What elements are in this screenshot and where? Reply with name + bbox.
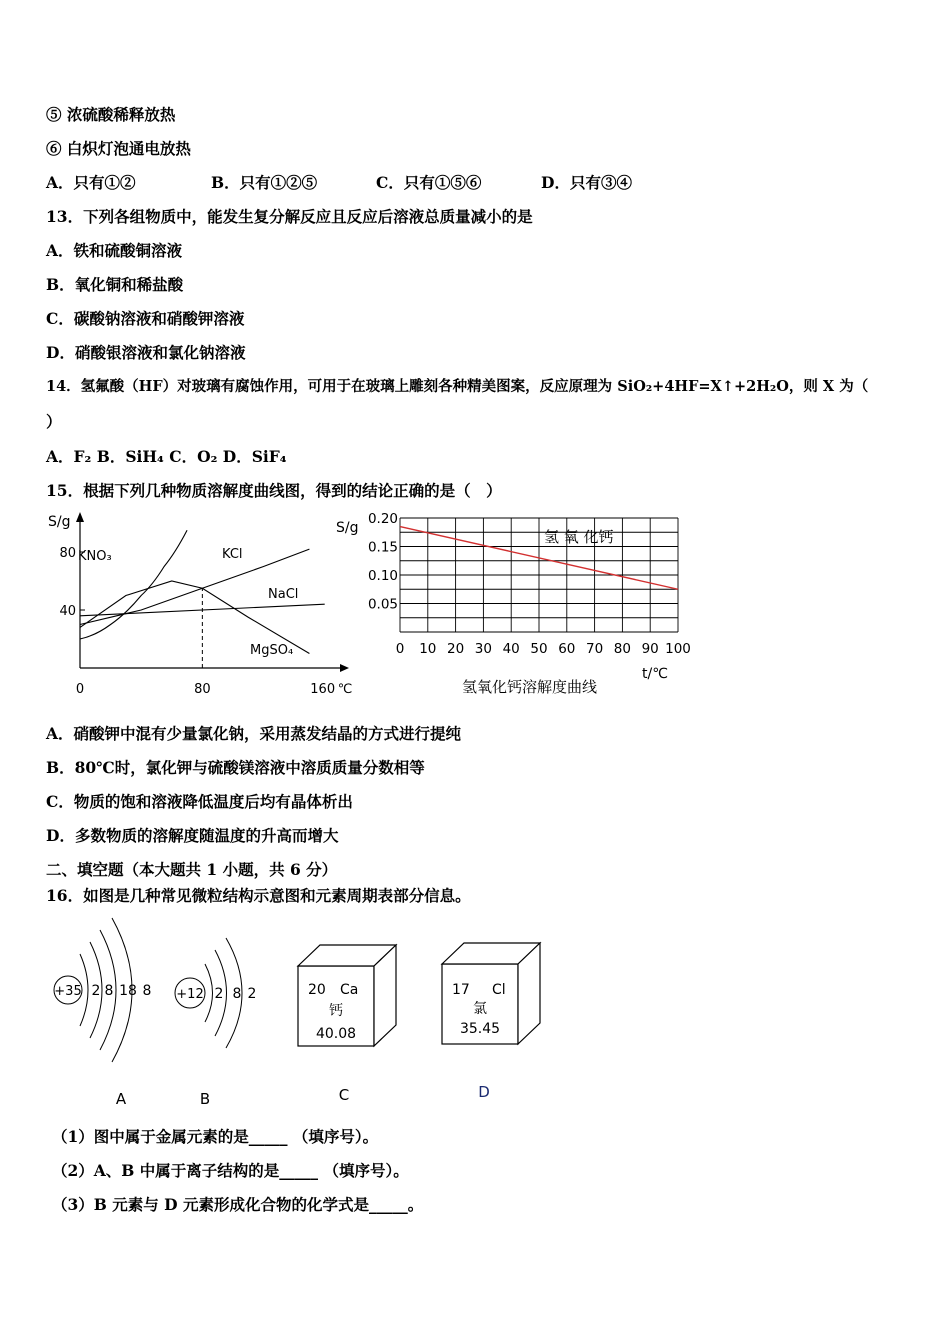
q13-option-d[interactable]: D．硝酸银溶液和氯化钠溶液 xyxy=(46,343,246,362)
element-d-symbol: Cl xyxy=(492,982,506,998)
c2-x-tick-label: 30 xyxy=(474,641,492,657)
c2-x-tick-label: 0 xyxy=(395,641,405,657)
q12-item5: ⑤ 浓硫酸稀释放热 xyxy=(46,105,176,124)
q13-option-b[interactable]: B．氧化铜和稀盐酸 xyxy=(46,275,184,294)
c1-series-1 xyxy=(80,530,187,639)
c2-x-tick-label: 40 xyxy=(502,641,520,657)
q15-option-d[interactable]: D．多数物质的溶解度随温度的升高而增大 xyxy=(46,826,339,845)
calcium-hydroxide-chart xyxy=(330,508,710,703)
c2-x-tick-label: 60 xyxy=(558,641,576,657)
q12-options xyxy=(46,171,632,193)
c1-series-3 xyxy=(80,604,325,616)
atom-a-shell-1: 2 xyxy=(91,983,101,999)
c2-x-tick-label: 80 xyxy=(613,641,631,657)
q14-stem-end: ） xyxy=(46,412,62,431)
q16-stem: 16．如图是几种常见微粒结构示意图和元素周期表部分信息。 xyxy=(46,886,471,905)
element-c-label: C xyxy=(338,1086,350,1104)
element-c-name: 钙 xyxy=(329,1003,343,1019)
atom-a-nucleus: +35 xyxy=(54,984,82,999)
q12-option-d[interactable]: D．只有③④ xyxy=(541,173,632,192)
atom-b-label: B xyxy=(199,1090,211,1108)
element-box-c xyxy=(298,945,396,1104)
q13-stem: 13．下列各组物质中，能发生复分解反应且反应后溶液总质量减小的是 xyxy=(46,207,533,226)
c1-x-tick-label: 80 xyxy=(194,682,211,697)
solubility-chart xyxy=(40,508,360,703)
c1-series-label: MgSO₄ xyxy=(250,643,294,658)
q12-option-b[interactable]: B．只有①②⑤ xyxy=(211,173,318,192)
element-c-number: 20 xyxy=(308,982,326,998)
atom-a xyxy=(54,918,151,1108)
atom-b-shell-3: 2 xyxy=(247,986,257,1002)
q15-option-a[interactable]: A．硝酸钾中混有少量氯化钠，采用蒸发结晶的方式进行提纯 xyxy=(46,724,462,743)
q14-options[interactable]: A．F₂ B．SiH₄ C．O₂ D．SiF₄ xyxy=(46,447,287,466)
c1-series-label: KCl xyxy=(222,547,243,562)
c2-x-tick-label: 90 xyxy=(641,641,659,657)
q16-sub3[interactable]: （3）B 元素与 D 元素形成化合物的化学式是_____。 xyxy=(52,1195,424,1214)
q15-option-b[interactable]: B．80℃时，氯化钾与硫酸镁溶液中溶质质量分数相等 xyxy=(46,758,425,777)
c1-x-tick-label: 0 xyxy=(75,682,85,697)
element-d-number: 17 xyxy=(452,982,470,998)
atom-b xyxy=(175,938,256,1108)
element-c-symbol: Ca xyxy=(340,982,359,998)
c2-caption: 氢氧化钙溶解度曲线 xyxy=(462,678,598,696)
atom-b-shell-1: 2 xyxy=(214,986,224,1002)
c2-xlabel: t/℃ xyxy=(642,666,668,682)
atom-b-shell-2: 8 xyxy=(232,986,242,1002)
c2-y-tick-label: 0.05 xyxy=(367,596,398,613)
c2-x-tick-label: 10 xyxy=(419,641,437,657)
q12-option-a[interactable]: A．只有①② xyxy=(46,173,136,192)
c1-y-tick-label: 40 xyxy=(59,604,76,619)
q15-stem: 15．根据下列几种物质溶解度曲线图，得到的结论正确的是（ ） xyxy=(46,481,502,500)
q13-option-a[interactable]: A．铁和硫酸铜溶液 xyxy=(46,241,183,260)
atom-b-nucleus: +12 xyxy=(176,987,204,1002)
element-d-name: 氯 xyxy=(473,1001,487,1017)
q13-option-c[interactable]: C．碳酸钠溶液和硝酸钾溶液 xyxy=(46,309,245,328)
c1-series-label: NaCl xyxy=(268,587,299,602)
element-d-mass: 35.45 xyxy=(459,1021,501,1037)
atom-a-shell-2: 8 xyxy=(104,983,114,999)
q12-item6: ⑥ 白炽灯泡通电放热 xyxy=(46,139,191,158)
q12-option-c[interactable]: C．只有①⑤⑥ xyxy=(376,173,482,192)
c1-series-label: KNO₃ xyxy=(78,549,112,564)
section-title: 二、填空题（本大题共 1 小题，共 6 分） xyxy=(46,860,338,879)
c2-y-tick-label: 0.10 xyxy=(367,568,398,584)
c2-x-tick-label: 20 xyxy=(447,641,465,657)
element-c-mass: 40.08 xyxy=(315,1026,357,1042)
c2-ylabel: S/g xyxy=(336,520,359,536)
atom-a-label: A xyxy=(115,1090,127,1108)
c2-y-tick-label: 0.15 xyxy=(367,539,398,556)
q15-option-c[interactable]: C．物质的饱和溶液降低温度后均有晶体析出 xyxy=(46,792,353,811)
c1-y-tick-label: 80 xyxy=(59,546,76,561)
c2-y-tick-label: 0.20 xyxy=(367,511,398,527)
particle-figure xyxy=(40,912,580,1112)
c1-x-tick-label: 160 xyxy=(310,682,336,697)
c2-x-tick-label: 70 xyxy=(586,641,604,657)
q16-sub1[interactable]: （1）图中属于金属元素的是_____ （填序号）。 xyxy=(52,1127,379,1146)
c2-grid xyxy=(400,518,678,632)
element-box-d xyxy=(442,943,540,1101)
c2-title: 氢 氧 化钙 xyxy=(544,528,614,546)
q14-stem: 14．氢氟酸（HF）对玻璃有腐蚀作用，可用于在玻璃上雕刻各种精美图案，反应原理为 SiO₂+4HF=X↑+2H₂O，则 X 为（ xyxy=(46,378,869,395)
q16-sub2[interactable]: （2）A、B 中属于离子结构的是_____ （填序号）。 xyxy=(52,1161,409,1180)
c1-xlabel: ℃ xyxy=(337,682,353,697)
c1-ylabel: S/g xyxy=(48,514,71,530)
c1-axes xyxy=(76,512,349,672)
c2-x-tick-label: 100 xyxy=(665,641,691,657)
atom-a-shell-3: 18 xyxy=(119,983,137,999)
c1-y-arrow xyxy=(76,512,84,522)
atom-a-shell-4: 8 xyxy=(142,983,152,999)
c2-x-tick-label: 50 xyxy=(530,641,548,657)
element-d-label: D xyxy=(478,1083,490,1101)
